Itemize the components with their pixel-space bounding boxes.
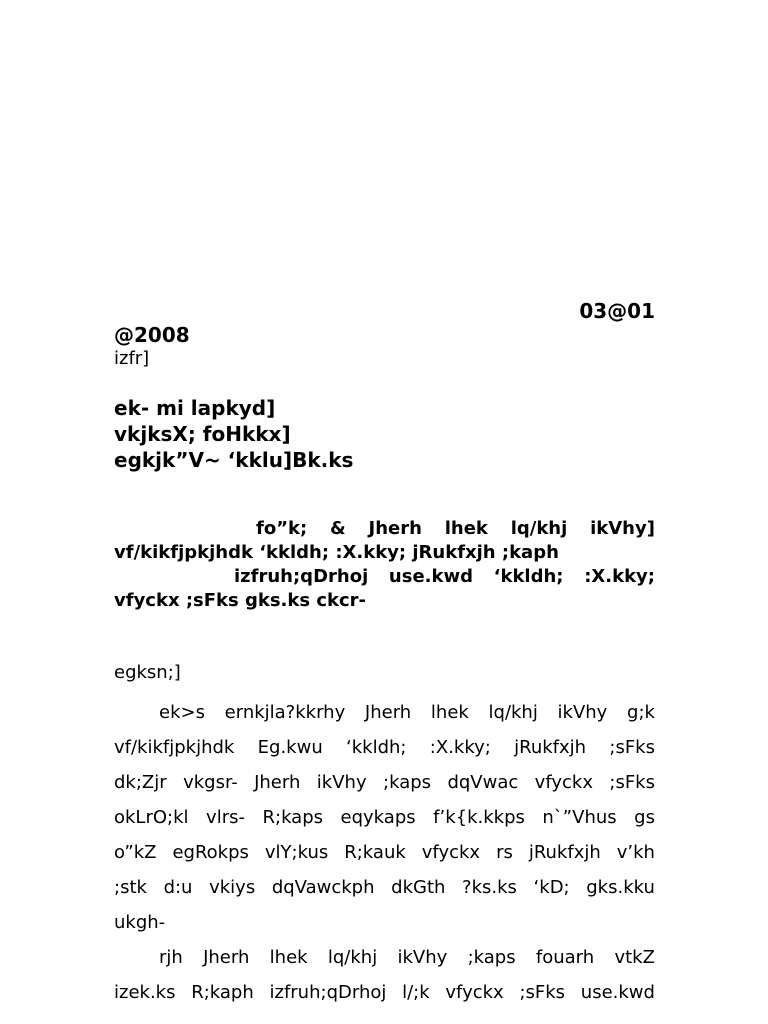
body-word: vkgsr- <box>183 772 238 793</box>
addressee-block <box>114 395 655 473</box>
subject-block <box>114 517 655 613</box>
body-word: l/;k <box>402 982 430 1003</box>
body-word: vf/kikfjpkjhdk <box>114 737 235 758</box>
body-word: vfyckx <box>534 772 593 793</box>
body-word: vlrs- <box>206 807 245 828</box>
body-word: dqVawckph <box>271 877 375 898</box>
body-line <box>114 975 655 1010</box>
copy-label: izfr] <box>114 348 150 369</box>
body-line <box>114 765 655 800</box>
body-line <box>114 835 655 870</box>
subject-word: ‘kkldh; <box>493 566 564 587</box>
body-word: ek>s <box>159 702 205 723</box>
body-line <box>114 695 655 730</box>
body-word: vfyckx <box>421 842 481 863</box>
body-word: ;stk <box>114 877 147 898</box>
body-word: vtkZ <box>614 947 655 968</box>
subject-line <box>114 541 655 565</box>
body-word: R;kaph <box>191 982 254 1003</box>
body-word: lhek <box>430 702 469 723</box>
subject-word: fo”k; <box>256 518 308 539</box>
subject-word: Jherh <box>368 518 422 539</box>
body-word: ukgh- <box>114 912 166 933</box>
body-word: jRukfxjh <box>514 737 587 758</box>
body-word: n`”Vhus <box>542 807 617 828</box>
body-word: R;kaps <box>262 807 324 828</box>
body-word: izfruh;qDrhoj <box>269 982 387 1003</box>
subject-word: lq/khj <box>510 518 568 539</box>
body-word: o”kZ <box>114 842 157 863</box>
body-word: v’kh <box>616 842 655 863</box>
body-word: Jherh <box>254 772 301 793</box>
body-line <box>114 730 655 765</box>
body-word: lhek <box>269 947 308 968</box>
subject-word: :X.kky; <box>584 566 655 587</box>
addressee-line: egkjk”V~ ‘kklu]Bk.ks <box>114 448 354 472</box>
body-word: Eg.kwu <box>257 737 323 758</box>
body-word: fouarh <box>535 947 595 968</box>
body-word: jRukfxjh <box>528 842 601 863</box>
body-word: ‘kkldh; <box>346 737 407 758</box>
subject-word: & <box>330 518 346 539</box>
addressee-line: vkjksX; foHkkx] <box>114 422 291 446</box>
body-line <box>114 870 655 905</box>
subject-word: ikVhy] <box>590 518 655 539</box>
body-word: dkGth <box>391 877 446 898</box>
body-line <box>114 800 655 835</box>
body-word: okLrO;kl <box>114 807 189 828</box>
body-word: ?ks.ks <box>462 877 517 898</box>
body-word: egRokps <box>172 842 249 863</box>
body-word: rjh <box>159 947 183 968</box>
body-word: ikVhy <box>397 947 448 968</box>
body-word: eqykaps <box>340 807 416 828</box>
body-word: rs <box>496 842 513 863</box>
body-word: ikVhy <box>557 702 608 723</box>
body-word: ;kaps <box>467 947 516 968</box>
subject-text: vfyckx ;sFks gks.ks ckcr- <box>114 590 366 611</box>
body-word: :X.kky; <box>429 737 491 758</box>
letter-date-part1: 03@01 <box>579 299 655 323</box>
body-word: ;kaps <box>383 772 432 793</box>
body-line <box>114 905 655 940</box>
subject-line <box>114 517 655 541</box>
subject-word: lhek <box>444 518 488 539</box>
body-word: gs <box>634 807 655 828</box>
subject-line <box>114 565 655 589</box>
body-word: ;sFks <box>519 982 566 1003</box>
body-word: ‘kD; <box>533 877 570 898</box>
body-word: vlY;kus <box>264 842 329 863</box>
body-word: izek.ks <box>114 982 176 1003</box>
body-word: f’k{k.kkps <box>433 807 525 828</box>
body-word: d:u <box>163 877 193 898</box>
body-word: ;sFks <box>609 772 655 793</box>
body-word: dk;Zjr <box>114 772 167 793</box>
body-word: gks.kku <box>586 877 655 898</box>
body-word: dqVwac <box>447 772 519 793</box>
body-word: Jherh <box>364 702 412 723</box>
body-word: ;sFks <box>609 737 655 758</box>
letter-body <box>114 695 655 1010</box>
subject-word: use.kwd <box>388 566 473 587</box>
body-word: ikVhy <box>316 772 367 793</box>
body-word: vkiys <box>209 877 256 898</box>
body-word: lq/khj <box>327 947 378 968</box>
subject-line <box>114 589 655 613</box>
salutation: egksn;] <box>114 662 181 683</box>
addressee-line: ek- mi lapkyd] <box>114 396 276 420</box>
body-word: Jherh <box>203 947 250 968</box>
subject-word: izfruh;qDrhoj <box>234 566 369 587</box>
body-word: ernkjla?kkrhy <box>224 702 346 723</box>
body-word: lq/khj <box>488 702 538 723</box>
letter-date-part2: @2008 <box>114 323 190 347</box>
letter-page <box>114 299 655 1010</box>
body-line <box>114 940 655 975</box>
body-word: g;k <box>627 702 655 723</box>
body-word: R;kauk <box>344 842 406 863</box>
subject-text: vf/kikfjpkjhdk ‘kkldh; :X.kky; jRukfxjh ;kaph <box>114 542 559 563</box>
body-word: vfyckx <box>445 982 504 1003</box>
body-word: use.kwd <box>580 982 655 1003</box>
